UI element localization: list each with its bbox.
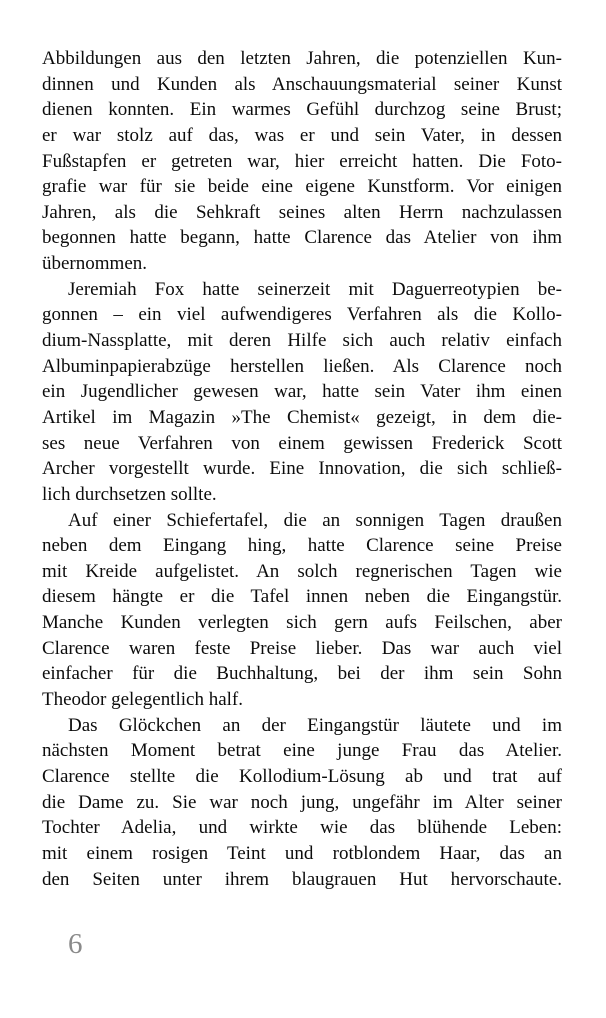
text-line: mit Kreide aufgelistet. An solch regnerischen Tagen wie	[42, 560, 562, 582]
paragraph	[42, 713, 562, 892]
text-block	[42, 46, 562, 892]
text-line: lich durchsetzen sollte.	[42, 483, 217, 505]
text-line: Archer vorgestellt wurde. Eine Innovation, die sich schließ-	[42, 458, 562, 480]
text-line: Albuminpapierabzüge herstellen ließen. Als Clarence noch	[42, 355, 562, 377]
text-line: Fußstapfen er getreten war, hier erreicht hatten. Die Foto-	[42, 150, 562, 172]
text-line: ein Jugendlicher gewesen war, hatte sein Vater ihm einen	[42, 381, 562, 403]
text-line: dienen konnten. Ein warmes Gefühl durchzog seine Brust;	[42, 99, 562, 121]
text-line: Manche Kunden verlegten sich gern aufs Feilschen, aber	[42, 612, 562, 634]
text-line: dinnen und Kunden als Anschauungsmaterial seiner Kunst	[42, 73, 562, 95]
text-line: Artikel im Magazin »The Chemist« gezeigt, in dem die-	[42, 406, 562, 428]
paragraph	[42, 46, 562, 277]
text-line: dium-Nassplatte, mit deren Hilfe sich auch relativ einfach	[42, 330, 562, 352]
text-line: er war stolz auf das, was er und sein Vater, in dessen	[42, 124, 562, 146]
text-line: gonnen – ein viel aufwendigeres Verfahren als die Kollo-	[42, 304, 562, 326]
text-line: mit einem rosigen Teint und rotblondem Haar, das an	[42, 842, 562, 864]
text-line: begonnen hatte begann, hatte Clarence das Atelier von ihm	[42, 227, 562, 249]
text-line: Das Glöckchen an der Eingangstür läutete und im	[68, 714, 562, 736]
text-line: Clarence stellte die Kollodium-Lösung ab und trat auf	[42, 765, 562, 787]
text-line: den Seiten unter ihrem blaugrauen Hut hervorschaute.	[42, 868, 562, 890]
page-number: 6	[68, 928, 83, 960]
text-line: grafie war für sie beide eine eigene Kunstform. Vor einigen	[42, 176, 562, 198]
text-line: die Dame zu. Sie war noch jung, ungefähr im Alter seiner	[42, 791, 562, 813]
text-line: Theodor gelegentlich half.	[42, 689, 244, 711]
text-line: Tochter Adelia, und wirkte wie das blühende Leben:	[42, 817, 562, 839]
text-line: diesem hängte er die Tafel innen neben die Eingangstür.	[42, 586, 562, 608]
text-line: Jeremiah Fox hatte seinerzeit mit Daguerreotypien be-	[68, 278, 562, 300]
text-line: einfacher für die Buchhaltung, bei der ihm sein Sohn	[42, 663, 562, 685]
text-line: nächsten Moment betrat eine junge Frau das Atelier.	[42, 740, 562, 762]
text-line: Jahren, als die Sehkraft seines alten Herrn nachzulassen	[42, 201, 562, 223]
paragraph	[42, 277, 562, 508]
text-line: Clarence waren feste Preise lieber. Das war auch viel	[42, 637, 562, 659]
text-line: Abbildungen aus den letzten Jahren, die potenziellen Kun-	[42, 48, 562, 69]
text-line: übernommen.	[42, 253, 148, 275]
text-line: Auf einer Schiefertafel, die an sonnigen Tagen draußen	[68, 509, 562, 531]
text-line: neben dem Eingang hing, hatte Clarence seine Preise	[42, 535, 562, 557]
text-line: ses neue Verfahren von einem gewissen Frederick Scott	[42, 432, 562, 454]
paragraph	[42, 508, 562, 713]
